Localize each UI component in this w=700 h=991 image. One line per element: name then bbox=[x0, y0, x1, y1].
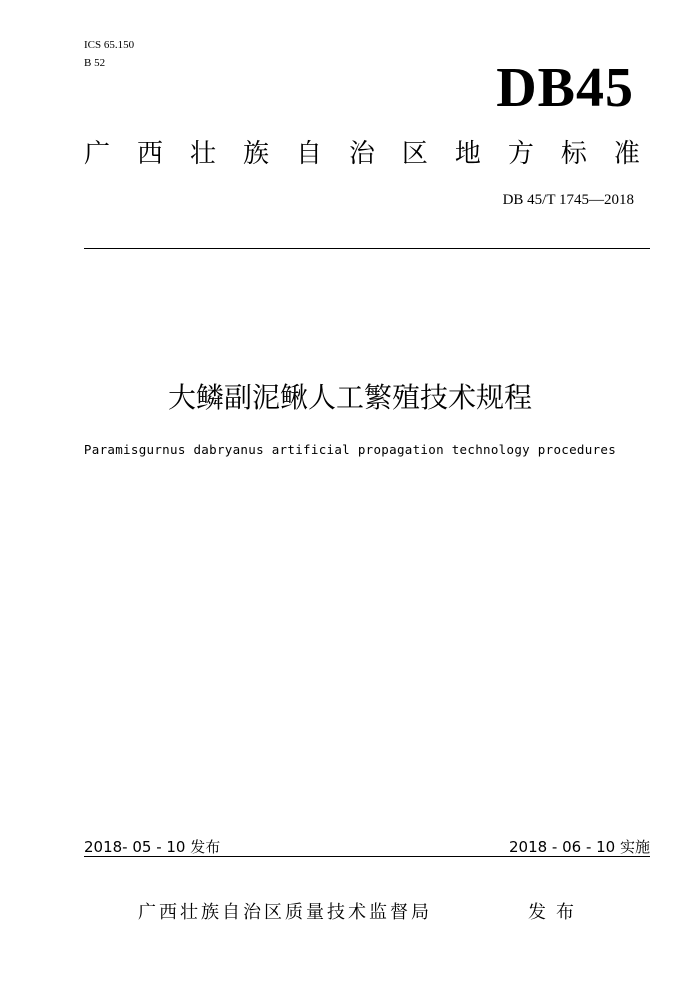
document-title-english: Paramisgurnus dabryanus artificial propagation technology procedures bbox=[83, 442, 617, 457]
standard-type-char: 族 bbox=[242, 139, 269, 169]
publish-date: 2018- 05 - 10 发布 bbox=[84, 838, 221, 856]
issue-action: 发布 bbox=[528, 902, 584, 923]
ics-code: ICS 65.150 bbox=[84, 39, 135, 51]
standard-type-char: 区 bbox=[401, 139, 428, 169]
issuing-authority: 广西壮族自治区质量技术监督局 bbox=[138, 902, 432, 923]
standard-type-char: 方 bbox=[507, 139, 534, 169]
implement-date: 2018 - 06 - 10 实施 bbox=[508, 838, 650, 856]
standard-type-char: 自 bbox=[295, 139, 322, 169]
standard-type-char: 地 bbox=[454, 139, 481, 169]
header-divider bbox=[84, 248, 650, 249]
classification-codes bbox=[84, 36, 134, 72]
standard-number: DB 45/T 1745—2018 bbox=[502, 192, 634, 208]
standard-type-char: 广 bbox=[84, 139, 111, 169]
document-title: 大鳞副泥鳅人工繁殖技术规程 bbox=[167, 381, 532, 414]
standard-type-char: 标 bbox=[560, 139, 587, 169]
standard-type-char: 壮 bbox=[189, 139, 216, 169]
footer-divider bbox=[84, 856, 650, 857]
standard-type-char: 西 bbox=[136, 139, 163, 169]
standard-type-char: 准 bbox=[613, 139, 640, 169]
standard-code: DB45 bbox=[496, 57, 634, 119]
standard-type-char: 治 bbox=[348, 139, 375, 169]
ccs-code: B 52 bbox=[84, 57, 106, 69]
date-row bbox=[84, 837, 650, 857]
standard-type bbox=[84, 136, 640, 172]
